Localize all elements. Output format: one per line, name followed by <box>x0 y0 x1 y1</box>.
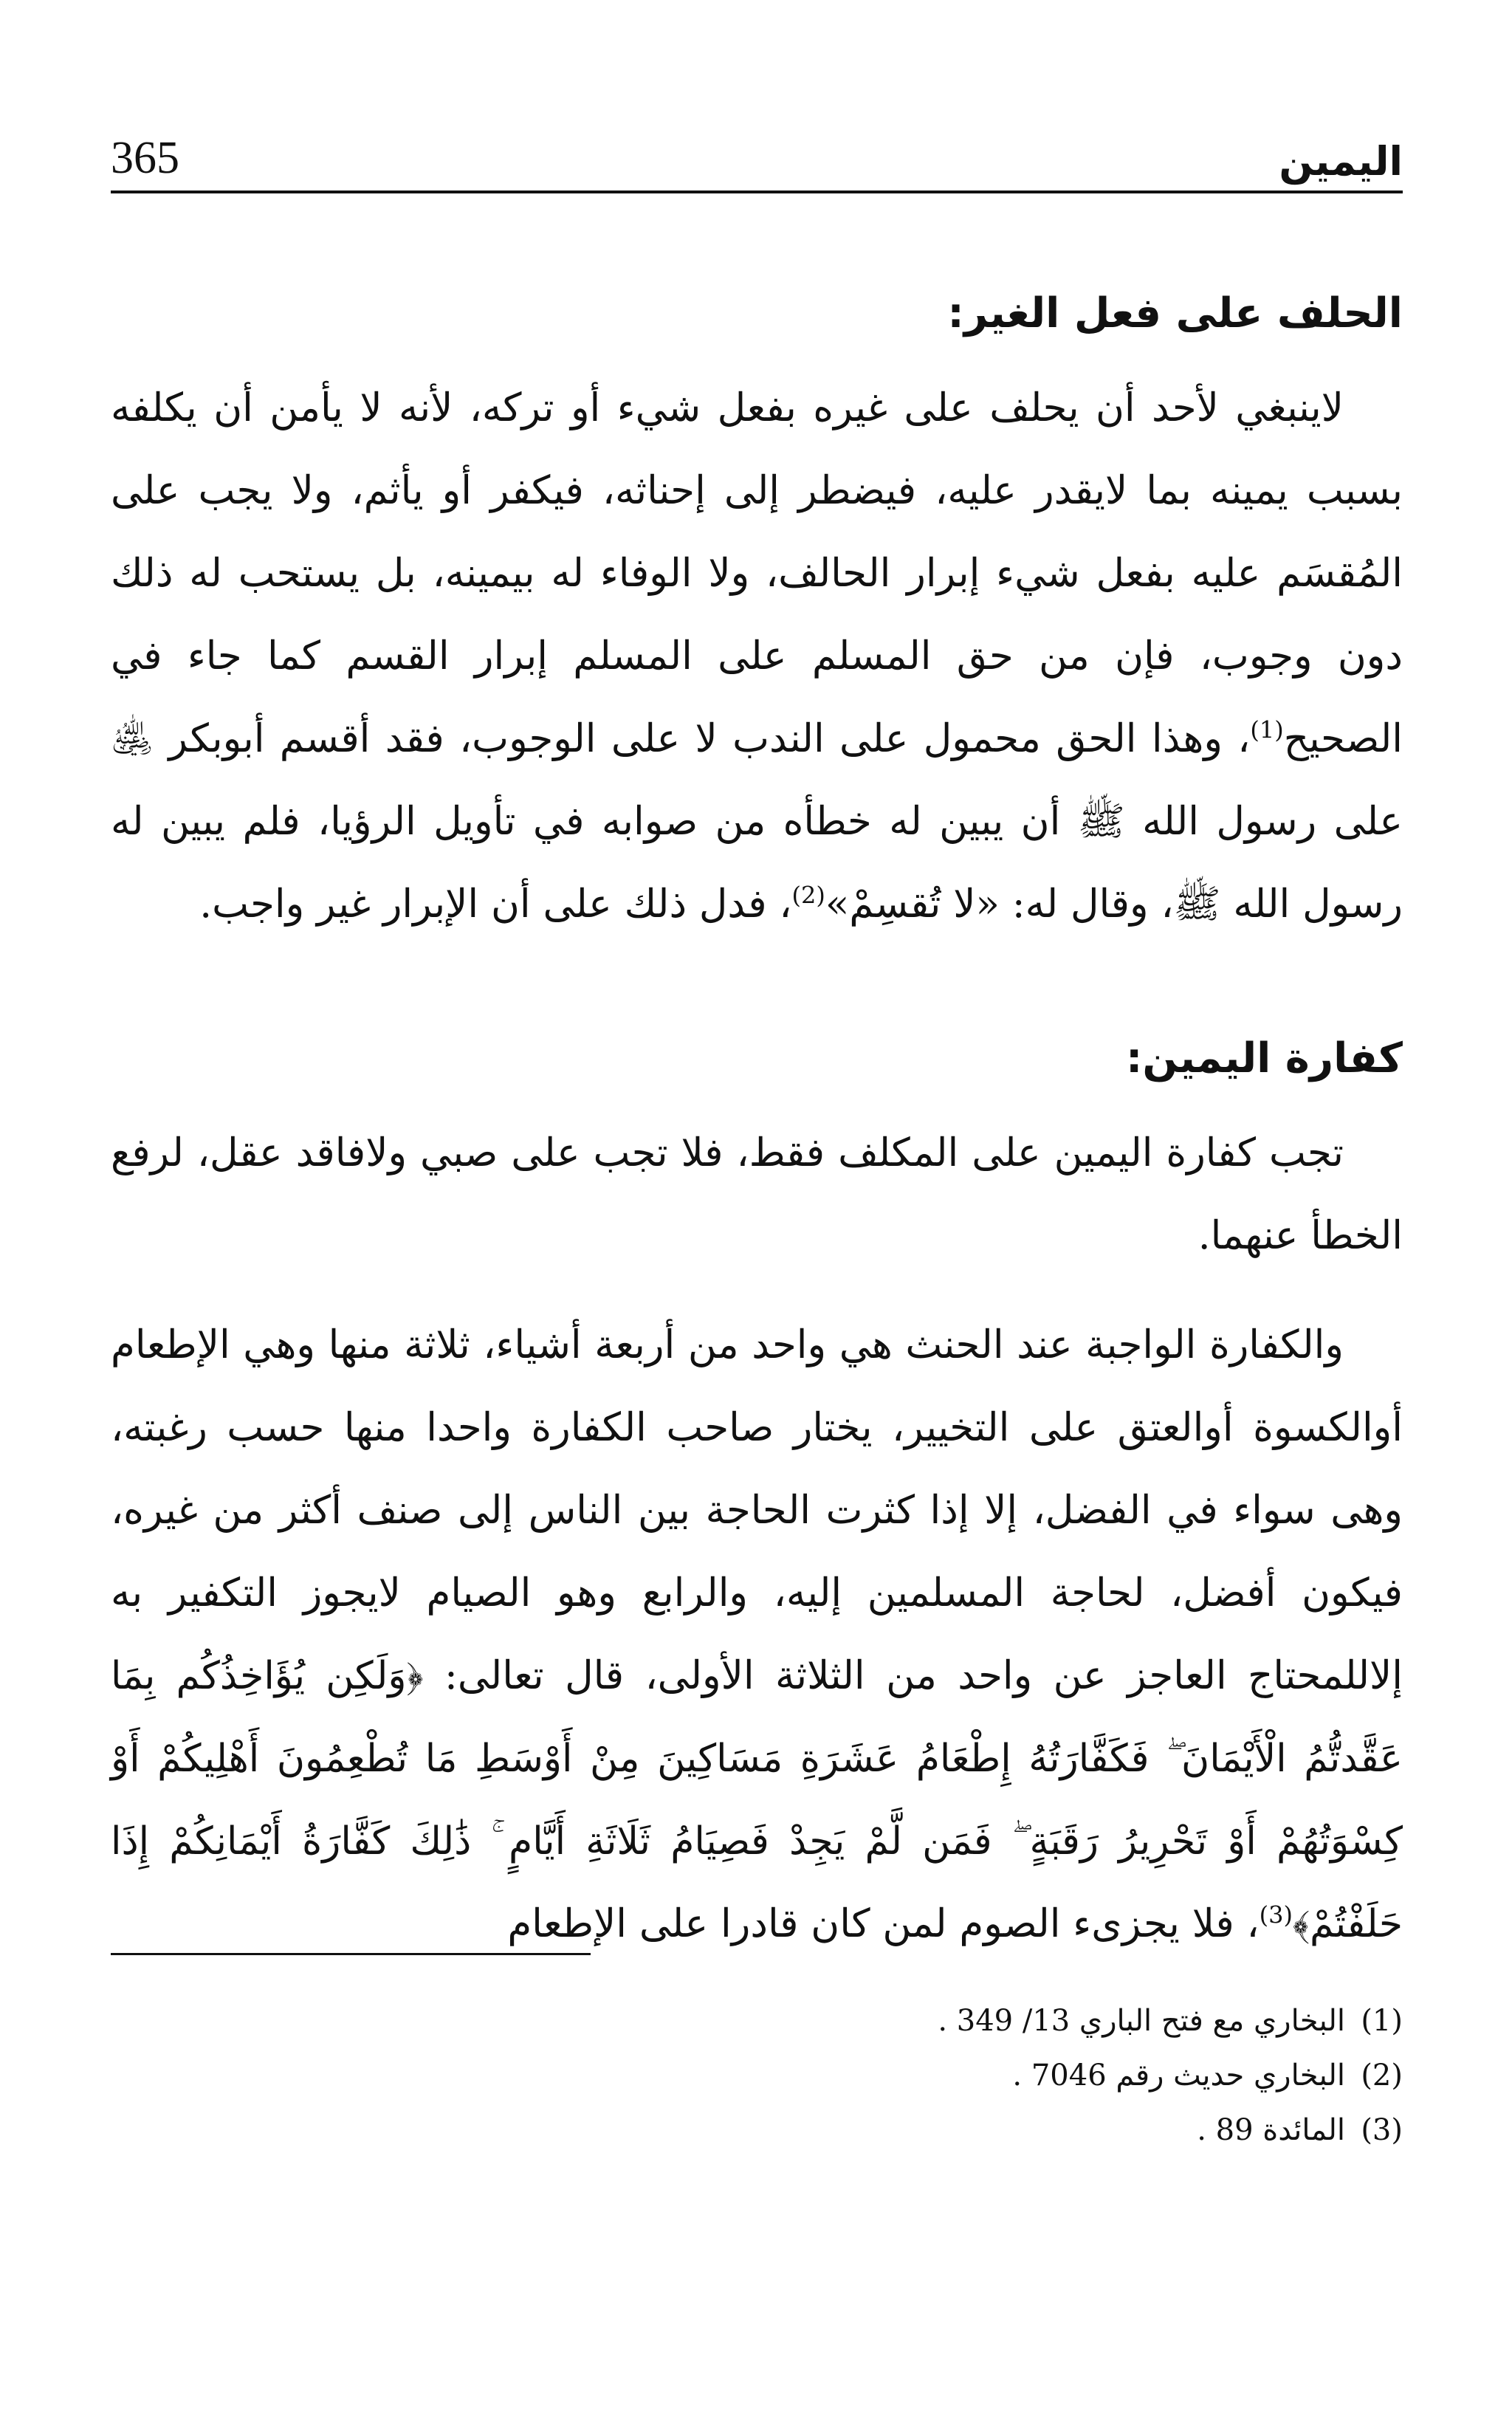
book-page <box>111 103 1403 2318</box>
section-title-oath-on-others: الحلف على فعل الغير: <box>947 289 1403 337</box>
footnote-number: (1) <box>1361 2004 1403 2038</box>
page-number: 365 <box>111 133 179 183</box>
footnote-marker-2: (2) <box>791 881 825 910</box>
footnote-marker-1: (1) <box>1250 715 1284 744</box>
footnote-item <box>111 2103 1403 2157</box>
quran-verse: ﴿وَلَكِن يُؤَاخِذُكُم بِمَا عَقَّدتُّمُ الْأَيْمَانَ ۖ فَكَفَّارَتُهُ إِطْعَامُ عَشَرَةِ مَسَاكِينَ مِنْ أَوْسَطِ مَا تُطْعِمُونَ أَهْلِيكُمْ أَوْ كِسْوَتُهُمْ أَوْ تَحْرِيرُ رَقَبَةٍ ۖ فَمَن لَّمْ يَجِدْ فَصِيَامُ ثَلَاثَةِ أَيَّامٍ ۚ ذَٰلِكَ كَفَّارَةُ أَيْمَانِكُمْ إِذَا حَلَفْتُمْ﴾ <box>111 1654 1403 1946</box>
paragraph-oath-on-others <box>111 367 1403 946</box>
paragraph-text: لاينبغي لأحد أن يحلف على غيره بفعل شيء أو تركه، لأنه لا يأمن أن يكلفه بسبب يمينه بما لايقدر عليه، فيضطر إلى إحناثه، فيكفر أو يأثم، ولا يجب على المُقسَم عليه بفعل شيء إبرار الحالف، ولا الوفاء له بيمينه، بل يستحب له ذلك دون وجوب، فإن من حق المسلم على المسلم إبرار القسم كما جاء في الصحيح <box>111 385 1403 761</box>
paragraph-expiation-types <box>111 1304 1403 1966</box>
footnote-separator <box>111 1953 591 1955</box>
footnote-number: (3) <box>1361 2113 1403 2147</box>
footnote-number: (2) <box>1361 2059 1403 2093</box>
footnote-text: المائدة 89 . <box>1197 2113 1345 2147</box>
footnote-text: البخاري مع فتح الباري 13/ 349 . <box>938 2004 1345 2038</box>
footnote-item <box>111 1994 1403 2048</box>
paragraph-text: ، فلا يجزىء الصوم لمن كان قادرا على الإطعام <box>507 1901 1260 1946</box>
footnote-item <box>111 2048 1403 2103</box>
footnote-marker-3: (3) <box>1259 1901 1293 1929</box>
running-header <box>111 103 1403 193</box>
paragraph-text: والكفارة الواجبة عند الحنث هي واحد من أربعة أشياء، ثلاثة منها وهي الإطعام أوالكسوة أوالعتق على التخيير، يختار صاحب الكفارة واحدا منها حسب رغبته، وهى سواء في الفضل، إلا إذا كثرت الحاجة بين الناس إلى صنف أكثر من غيره، فيكون أفضل، لحاجة المسلمين إليه، والرابع وهو الصيام لايجوز التكفير به إلاللمحتاج العاجز عن واحد من الثلاثة الأولى، قال تعالى: <box>111 1322 1403 1698</box>
paragraph-expiation-obligation: تجب كفارة اليمين على المكلف فقط، فلا تجب على صبي ولافاقد عقل، لرفع الخطأ عنهما. <box>111 1130 1403 1258</box>
footnotes-list <box>111 1994 1403 2157</box>
paragraph-text: ، وهذا الحق محمول على الندب لا على الوجوب، فقد أقسم أبوبكر ﵁ على رسول الله ﷺ أن يبين له خطأه من صوابه في تأويل الرؤيا، فلم يبين له رسول الله ﷺ، وقال له: «لا تُقسِمْ» <box>111 716 1403 927</box>
paragraph-text: ، فدل ذلك على أن الإبرار غير واجب. <box>199 882 792 927</box>
running-header-title: اليمين <box>1279 138 1403 185</box>
section-title-expiation: كفارة اليمين: <box>1126 1034 1403 1082</box>
footnote-text: البخاري حديث رقم 7046 . <box>1012 2059 1345 2093</box>
